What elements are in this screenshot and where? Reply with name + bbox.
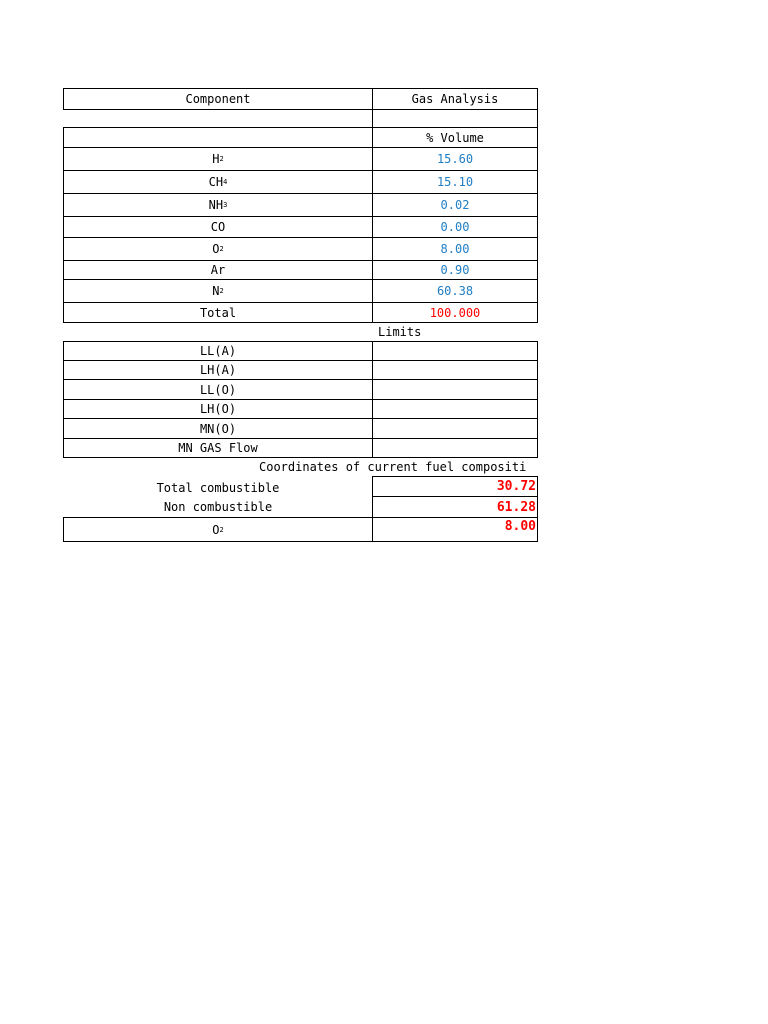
limits-title: Limits (378, 324, 422, 339)
total-combustible-label: Total combustible (156, 480, 280, 495)
unit-label: % Volume (372, 127, 538, 148)
value-ar[interactable]: 0.90 (372, 260, 538, 280)
limit-value-lh-a[interactable] (372, 360, 538, 380)
value-o2[interactable]: 8.00 (372, 237, 538, 261)
limit-label-ll-o: LL(O) (63, 379, 373, 400)
value-co[interactable]: 0.00 (372, 216, 538, 238)
total-label: Total (63, 302, 373, 323)
limit-value-ll-a[interactable] (372, 341, 538, 361)
limit-label-mn-gas-flow: MN GAS Flow (63, 438, 373, 458)
component-name-ch4: CH 4 (63, 170, 373, 194)
gas-analysis-header: Gas Analysis (372, 88, 538, 110)
value-h2[interactable]: 15.60 (372, 147, 538, 171)
limit-label-lh-o: LH(O) (63, 399, 373, 419)
o2-coordinate-value: 8.00 (372, 517, 538, 542)
limit-label-mn-o: MN(O) (63, 418, 373, 439)
component-name-h2: H 2 (63, 147, 373, 171)
value-n2[interactable]: 60.38 (372, 279, 538, 303)
coordinates-title: Coordinates of current fuel compositi (259, 460, 527, 474)
o2-coordinate-label: O 2 (63, 517, 373, 542)
value-nh3[interactable]: 0.02 (372, 193, 538, 217)
non-combustible-label: Non combustible (163, 500, 273, 514)
limit-label-lh-a: LH(A) (63, 360, 373, 380)
limit-value-mn-gas-flow[interactable] (372, 438, 538, 458)
component-name-ar: Ar (63, 260, 373, 280)
non-combustible-value: 61.28 (372, 496, 538, 518)
component-name-n2: N 2 (63, 279, 373, 303)
component-name-nh3: NH 3 (63, 193, 373, 217)
units-label-cell (63, 127, 373, 148)
limit-value-ll-o[interactable] (372, 379, 538, 400)
component-name-co: CO (63, 216, 373, 238)
limit-value-lh-o[interactable] (372, 399, 538, 419)
value-ch4[interactable]: 15.10 (372, 170, 538, 194)
limit-value-mn-o[interactable] (372, 418, 538, 439)
limit-label-ll-a: LL(A) (63, 341, 373, 361)
component-name-o2: O 2 (63, 237, 373, 261)
total-value: 100.000 (372, 302, 538, 323)
component-header: Component (63, 88, 373, 110)
blank-cell (372, 109, 538, 128)
total-combustible-value: 30.72 (372, 476, 538, 497)
